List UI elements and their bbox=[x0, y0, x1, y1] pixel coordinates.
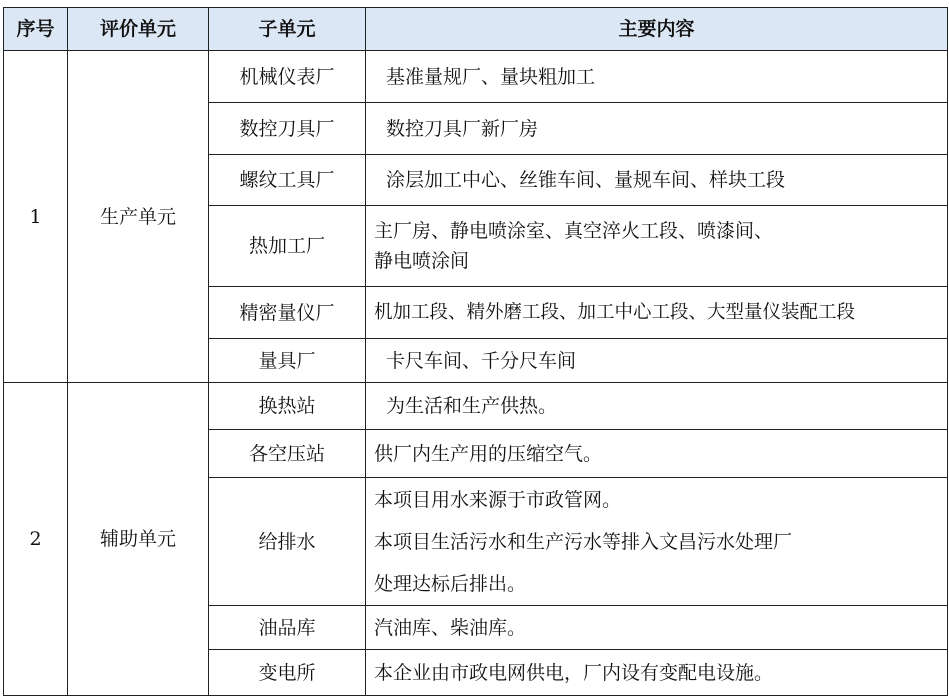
content-line: 涂层加工中心、丝锥车间、量规车间、样块工段 bbox=[386, 169, 786, 191]
subunit-cell: 数控刀具厂 bbox=[209, 103, 366, 155]
content-line: 静电喷涂间 bbox=[374, 250, 470, 272]
content-line: 汽油库、柴油库。 bbox=[374, 616, 527, 639]
seq-cell: 2 bbox=[4, 383, 68, 696]
content-line: 主厂房、静电喷涂室、真空淬火工段、喷漆间、 bbox=[374, 220, 774, 242]
content-cell bbox=[366, 339, 948, 383]
content-cell bbox=[366, 287, 948, 339]
header-content: 主要内容 bbox=[366, 8, 948, 51]
content-cell bbox=[366, 206, 948, 287]
subunit-cell: 油品库 bbox=[209, 606, 366, 650]
content-cell bbox=[366, 478, 948, 606]
header-unit: 评价单元 bbox=[68, 8, 209, 51]
content-line: 数控刀具厂新厂房 bbox=[386, 117, 539, 140]
content-cell bbox=[366, 383, 948, 430]
content-line: 供厂内生产用的压缩空气。 bbox=[374, 442, 603, 465]
content-line: 本项目生活污水和生产污水等排入文昌污水处理厂 bbox=[374, 530, 793, 553]
header-seq: 序号 bbox=[4, 8, 68, 51]
content-cell bbox=[366, 103, 948, 155]
table-row bbox=[4, 383, 948, 430]
subunit-cell: 各空压站 bbox=[209, 430, 366, 478]
subunit-cell: 给排水 bbox=[209, 478, 366, 606]
unit-cell: 辅助单元 bbox=[68, 383, 209, 696]
subunit-cell: 精密量仪厂 bbox=[209, 287, 366, 339]
subunit-cell: 换热站 bbox=[209, 383, 366, 430]
unit-cell: 生产单元 bbox=[68, 51, 209, 383]
seq-cell: 1 bbox=[4, 51, 68, 383]
content-line: 基准量规厂、量块粗加工 bbox=[386, 65, 596, 88]
subunit-cell: 螺纹工具厂 bbox=[209, 155, 366, 206]
header-subunit: 子单元 bbox=[209, 8, 366, 51]
content-line: 处理达标后排出。 bbox=[374, 572, 527, 595]
content-line: 卡尺车间、千分尺车间 bbox=[386, 349, 577, 372]
content-line: 本项目用水来源于市政管网。 bbox=[374, 488, 622, 511]
content-cell bbox=[366, 155, 948, 206]
content-cell bbox=[366, 430, 948, 478]
subunit-cell: 机械仪表厂 bbox=[209, 51, 366, 103]
content-cell bbox=[366, 606, 948, 650]
header-row bbox=[4, 8, 948, 51]
content-line: 为生活和生产供热。 bbox=[386, 395, 558, 417]
content-line: 机加工段、精外磨工段、加工中心工段、大型量仪装配工段 bbox=[374, 301, 856, 323]
table-row bbox=[4, 51, 948, 103]
subunit-cell: 量具厂 bbox=[209, 339, 366, 383]
subunit-cell: 热加工厂 bbox=[209, 206, 366, 287]
content-cell bbox=[366, 51, 948, 103]
content-line: 本企业由市政电网供电，厂内设有变配电设施。 bbox=[374, 661, 774, 684]
subunit-cell: 变电所 bbox=[209, 650, 366, 696]
content-cell bbox=[366, 650, 948, 696]
evaluation-unit-table bbox=[3, 7, 948, 696]
